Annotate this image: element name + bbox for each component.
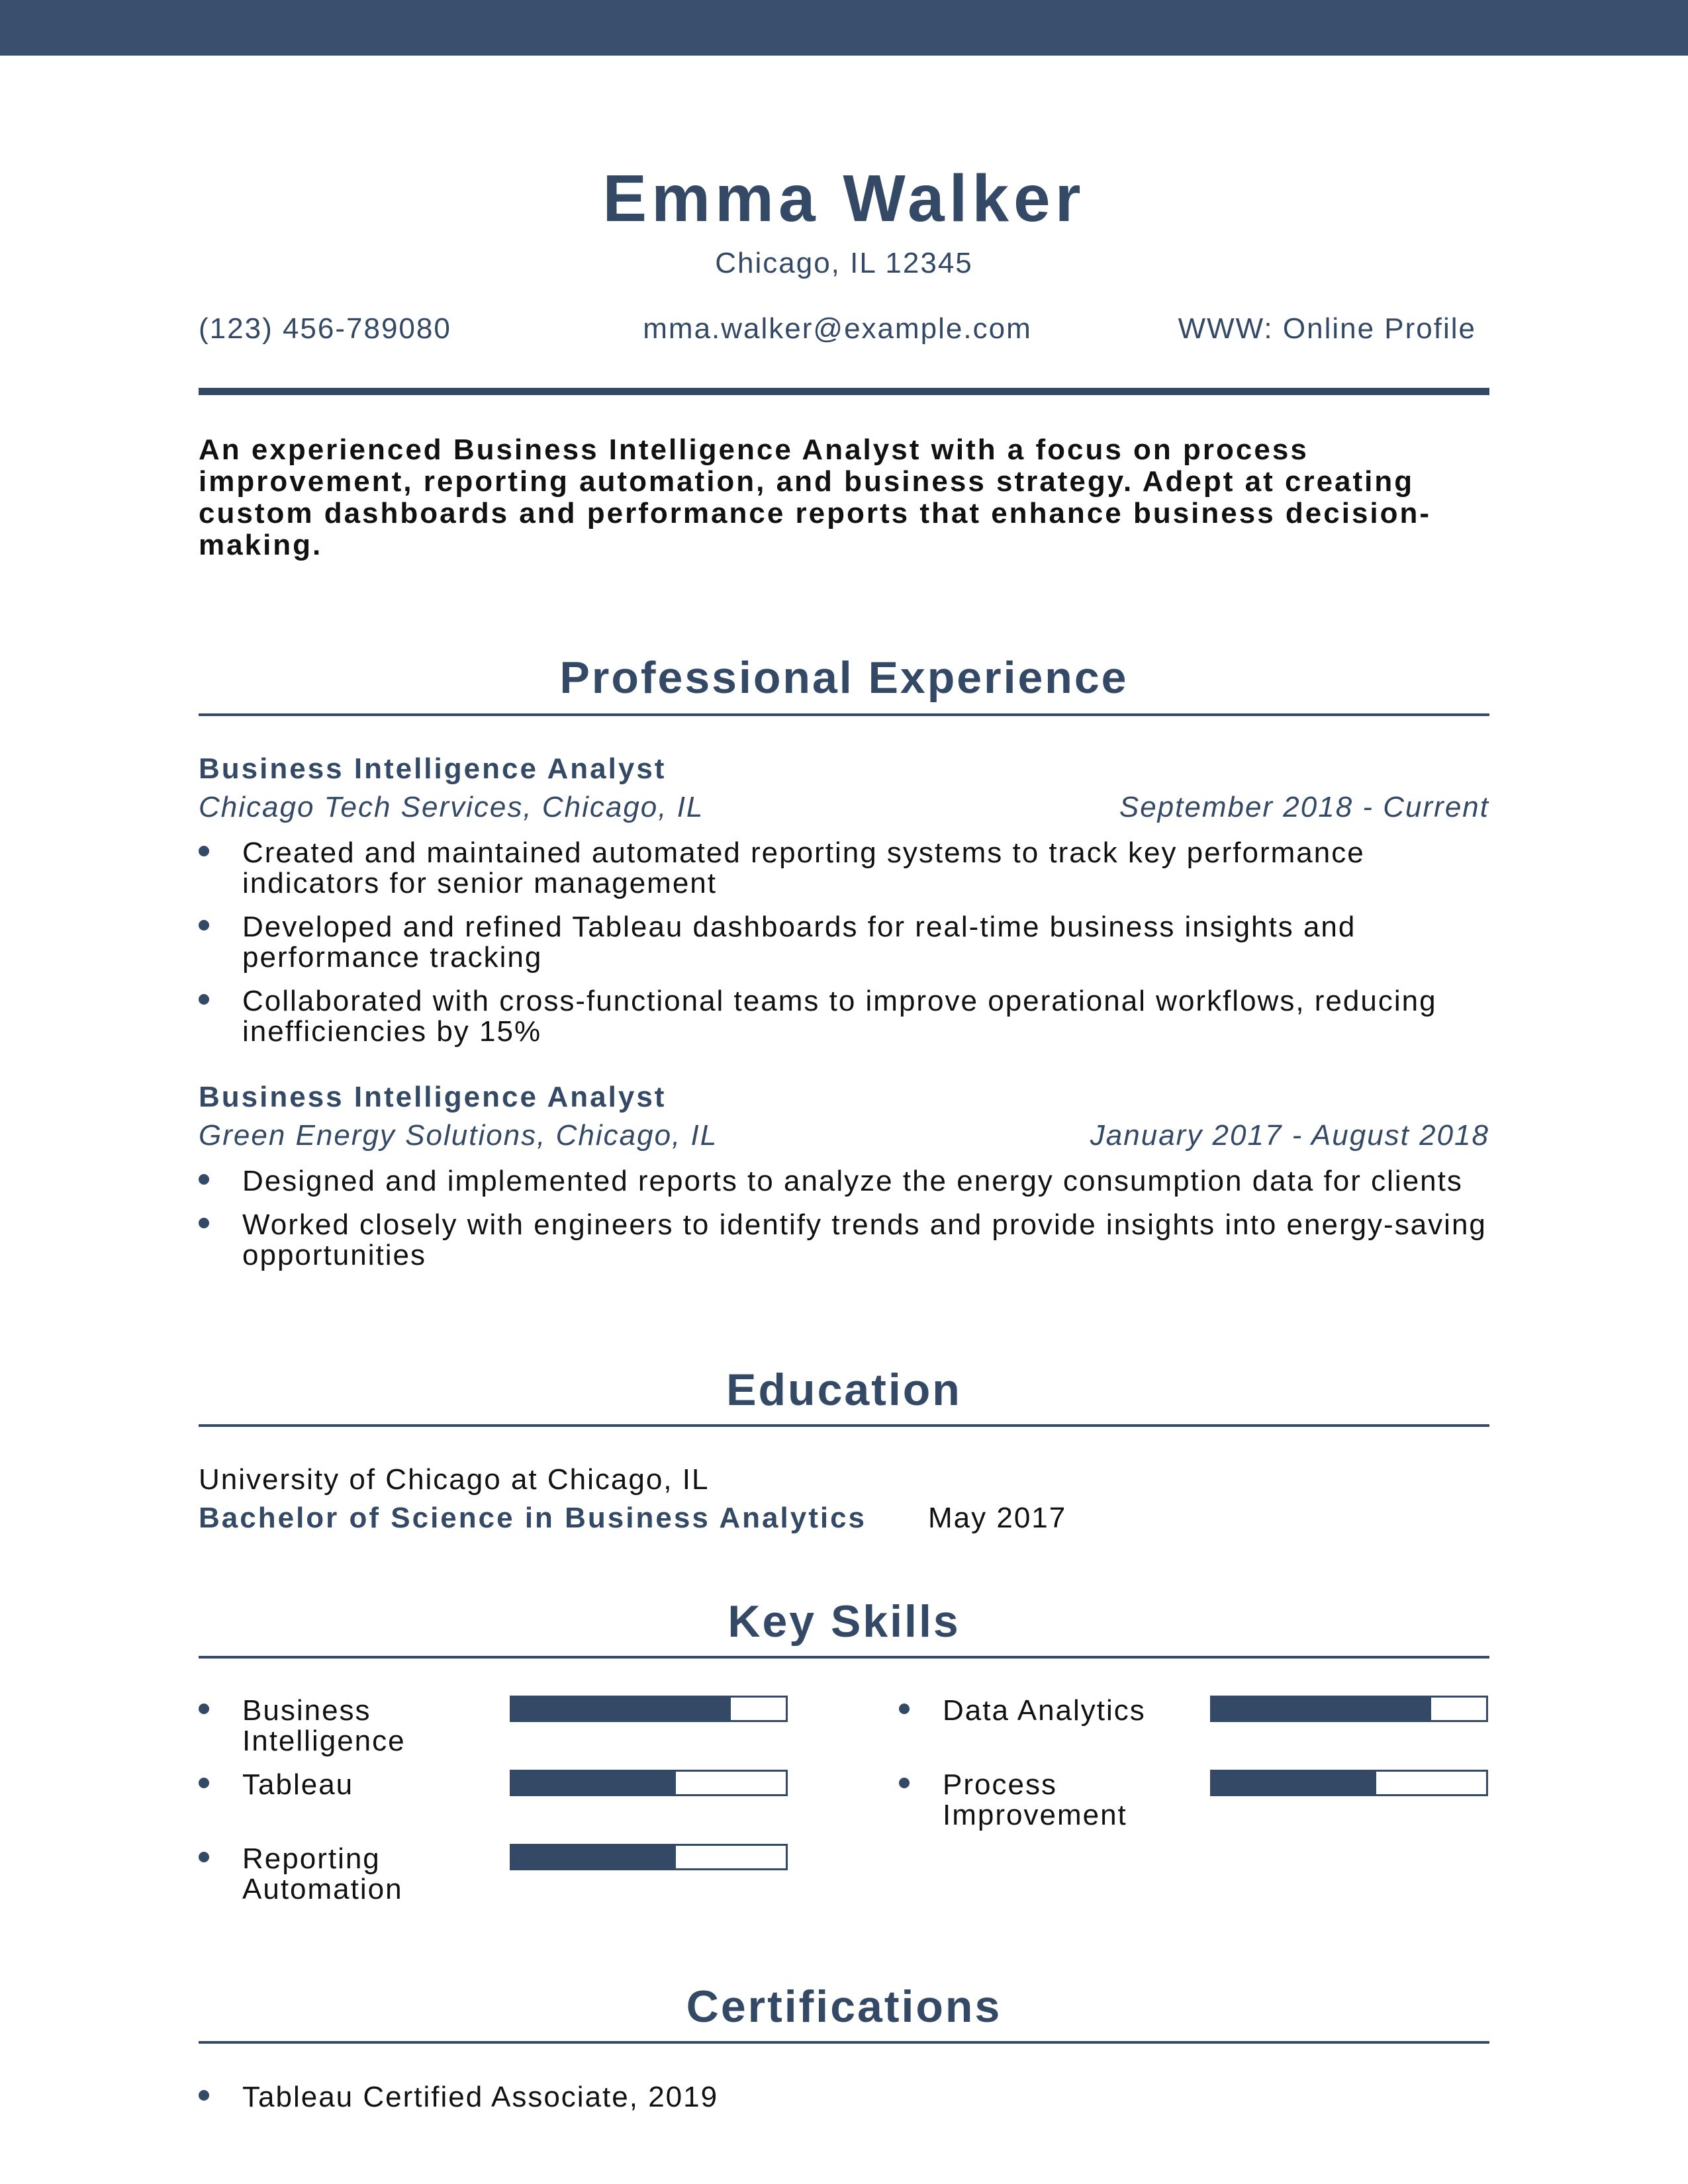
section-title-skills: Key Skills — [727, 1596, 961, 1647]
section-title-experience: Professional Experience — [559, 653, 1129, 703]
contact-row — [199, 314, 1489, 380]
job-title: Business Intelligence Analyst — [199, 752, 667, 785]
skill-level-fill — [512, 1772, 676, 1794]
section-divider — [199, 713, 1489, 716]
education-school: University of Chicago at Chicago, IL — [199, 1463, 710, 1496]
email-address[interactable]: mma.walker@example.com — [643, 312, 1032, 345]
skill-name: Tableau — [242, 1768, 354, 1801]
bullet-icon — [199, 1174, 209, 1185]
bullet-text: Created and maintained automated reporting systems to track key performance indicators for senior management — [242, 837, 1365, 899]
education-degree: Bachelor of Science in Business Analytics — [199, 1502, 867, 1534]
phone-number: (123) 456-789080 — [199, 312, 451, 345]
skill-name: Process Improvement — [943, 1768, 1127, 1831]
skill-item — [199, 1770, 814, 1836]
section-divider — [199, 1424, 1489, 1427]
section-divider — [199, 1656, 1489, 1659]
job-company: Chicago Tech Services, Chicago, IL — [199, 791, 704, 823]
skill-level-fill — [1212, 1698, 1431, 1720]
skill-level-bar — [510, 1696, 788, 1722]
section-title-certifications: Certifications — [686, 1981, 1002, 2032]
bullet-text: Designed and implemented reports to analyze the energy consumption data for clients — [242, 1165, 1463, 1197]
job-dates: January 2017 - August 2018 — [1090, 1119, 1489, 1152]
bullet-text: Developed and refined Tableau dashboards for real-time business insights and performance tracking — [242, 911, 1356, 974]
skill-level-fill — [512, 1698, 731, 1720]
certification-text: Tableau Certified Associate, 2019 — [242, 2081, 719, 2113]
bullet-icon — [199, 1218, 209, 1228]
list-item — [199, 1166, 1489, 1197]
skill-level-fill — [1212, 1772, 1376, 1794]
list-item — [199, 2082, 1489, 2113]
bullet-icon — [199, 1704, 209, 1714]
bullet-icon — [899, 1778, 910, 1788]
bullet-icon — [199, 1852, 209, 1862]
skill-item — [899, 1770, 1515, 1836]
bullet-icon — [199, 994, 209, 1005]
job-dates: September 2018 - Current — [1119, 791, 1489, 823]
skill-item — [899, 1696, 1515, 1762]
job-bullet-list — [199, 1166, 1489, 1284]
list-item — [199, 986, 1489, 1047]
skill-level-bar — [510, 1770, 788, 1796]
bullet-icon — [199, 1778, 209, 1788]
skill-name: Data Analytics — [943, 1694, 1146, 1727]
skill-item — [199, 1844, 814, 1910]
skill-level-bar — [510, 1844, 788, 1870]
skill-level-fill — [512, 1846, 676, 1868]
job-company: Green Energy Solutions, Chicago, IL — [199, 1119, 718, 1152]
education-date: May 2017 — [928, 1502, 1067, 1534]
list-item — [199, 838, 1489, 899]
candidate-location: Chicago, IL 12345 — [715, 247, 973, 279]
bullet-icon — [199, 846, 209, 856]
skill-level-bar — [1210, 1696, 1488, 1722]
skill-name: Business Intelligence — [242, 1694, 406, 1757]
list-item — [199, 1210, 1489, 1271]
bullet-icon — [199, 920, 209, 931]
top-accent-bar — [0, 0, 1688, 56]
section-divider — [199, 2041, 1489, 2044]
header-divider — [199, 388, 1489, 395]
skill-name: Reporting Automation — [242, 1843, 403, 1905]
bullet-icon — [199, 2090, 209, 2101]
section-title-education: Education — [726, 1365, 962, 1415]
skill-level-bar — [1210, 1770, 1488, 1796]
job-title: Business Intelligence Analyst — [199, 1081, 667, 1113]
list-item — [199, 912, 1489, 973]
website-link[interactable]: WWW: Online Profile — [1178, 312, 1476, 345]
candidate-name: Emma Walker — [602, 161, 1086, 236]
certification-list — [199, 2082, 1489, 2126]
bullet-icon — [899, 1704, 910, 1714]
bullet-text: Worked closely with engineers to identify trends and provide insights into energy-saving opportunities — [242, 1208, 1487, 1271]
skill-item — [199, 1696, 814, 1762]
bullet-text: Collaborated with cross-functional teams to improve operational workflows, reducing inefficiencies by 15% — [242, 985, 1437, 1048]
professional-summary: An experienced Business Intelligence Analyst with a focus on process improvement, reporting automation, and business strategy. Adept at creating custom dashboards and performance reports that enhance business decision-making. — [199, 433, 1432, 561]
job-bullet-list — [199, 838, 1489, 1060]
